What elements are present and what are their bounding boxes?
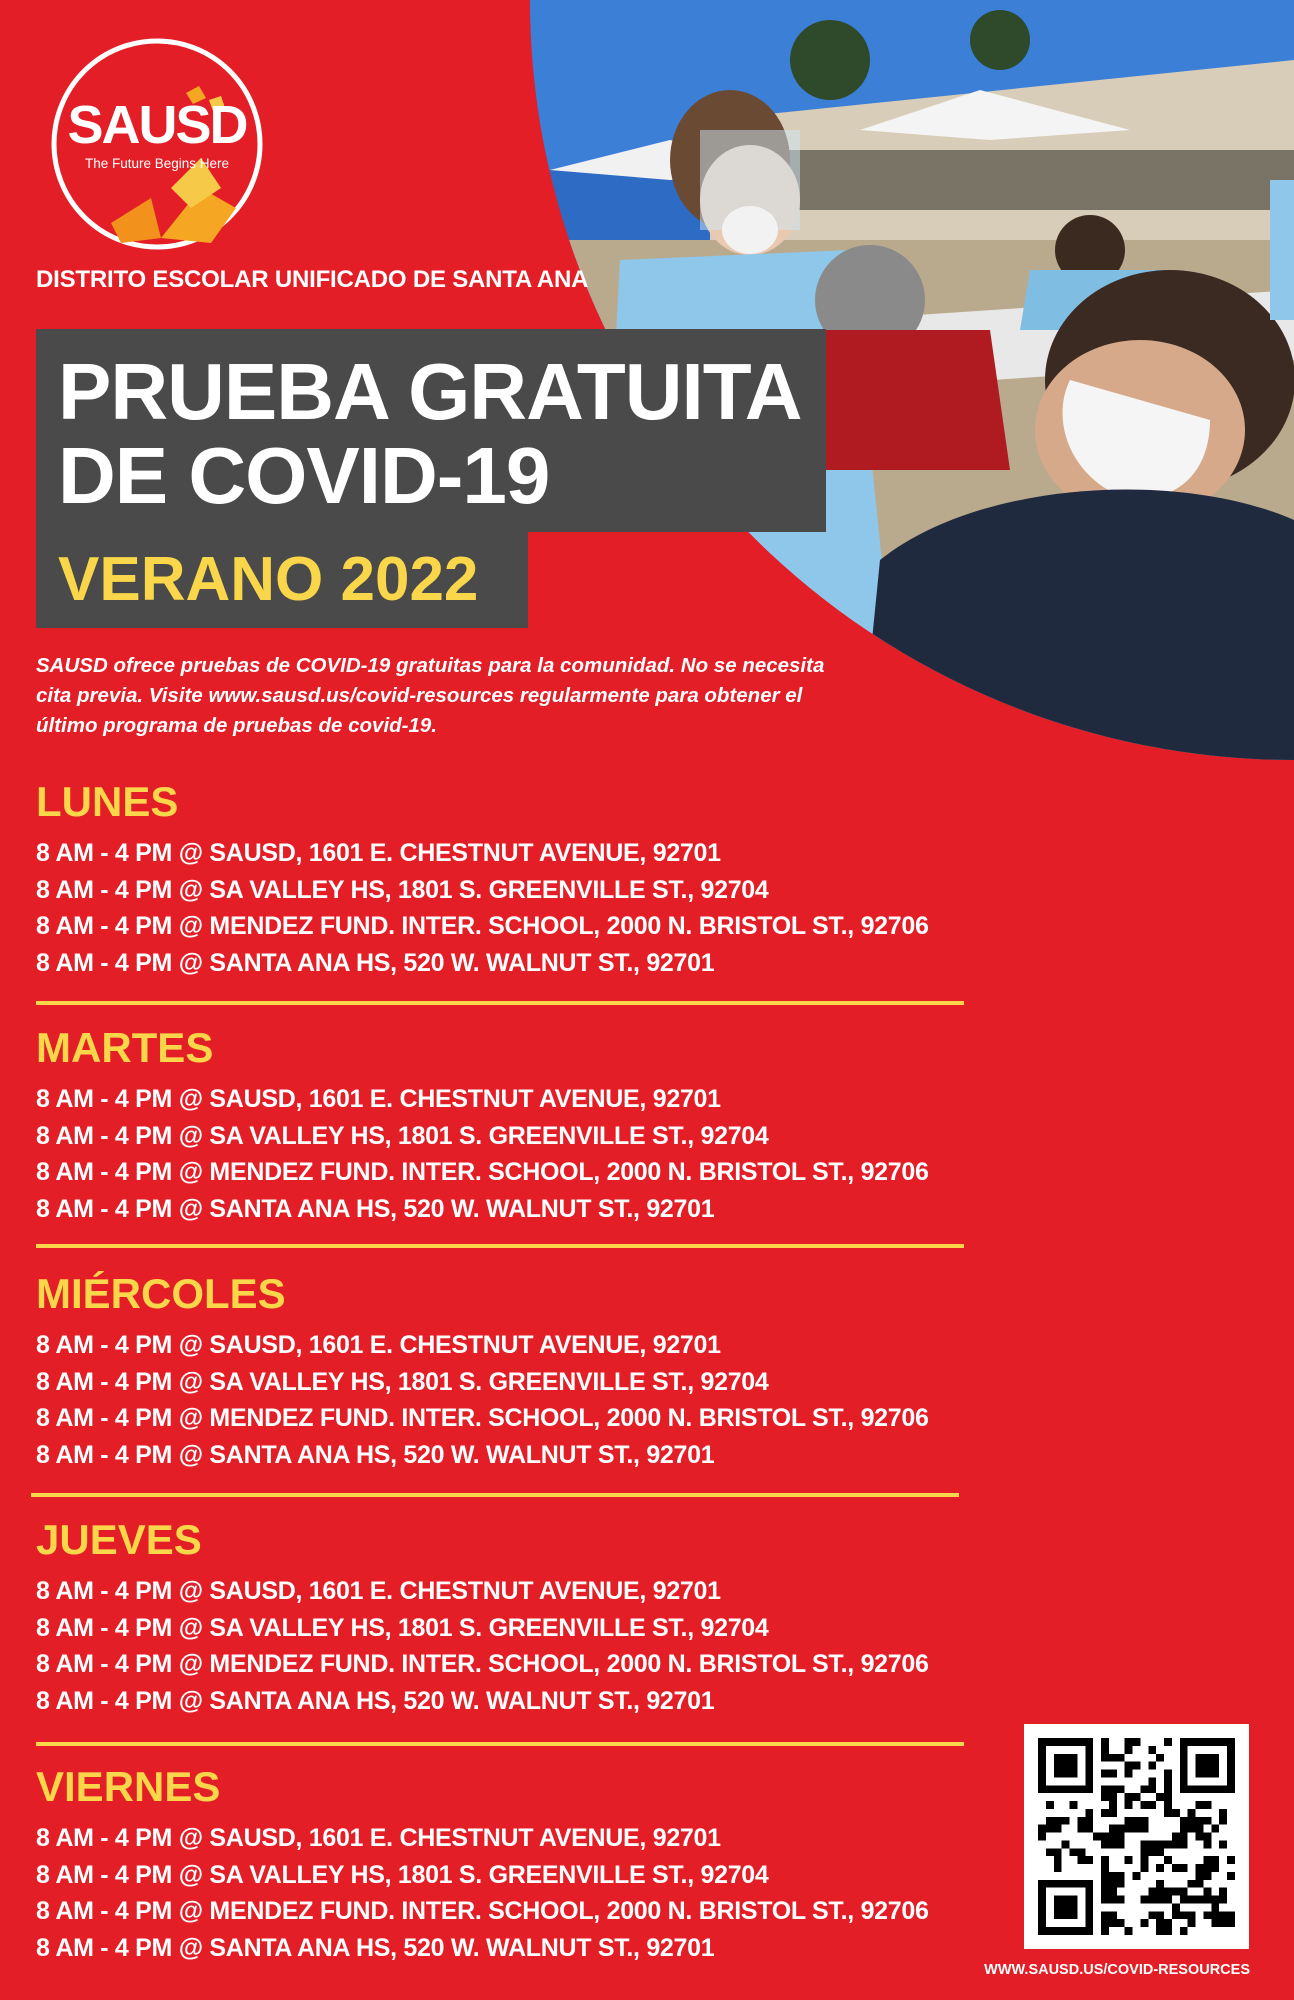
section-divider — [36, 1742, 964, 1746]
site-line: 8 AM - 4 PM @ SANTA ANA HS, 520 W. WALNUT ST., 92701 — [36, 1194, 715, 1223]
intro-text — [36, 651, 896, 741]
logo-tagline: The Future Begins Here — [84, 156, 230, 171]
site-line: 8 AM - 4 PM @ SA VALLEY HS, 1801 S. GREENVILLE ST., 92704 — [36, 1860, 769, 1889]
site-line: 8 AM - 4 PM @ SAUSD, 1601 E. CHESTNUT AVENUE, 92701 — [36, 1577, 721, 1605]
day-wednesday — [36, 1269, 1016, 1473]
day-monday — [36, 777, 1016, 981]
site-line: 8 AM - 4 PM @ SAUSD, 1601 E. CHESTNUT AVENUE, 92701 — [36, 1085, 721, 1113]
sausd-logo — [51, 38, 263, 250]
site-line: 8 AM - 4 PM @ MENDEZ FUND. INTER. SCHOOL, 2000 N. BRISTOL ST., 92706 — [36, 1650, 929, 1678]
site-line: 8 AM - 4 PM @ MENDEZ FUND. INTER. SCHOOL, 2000 N. BRISTOL ST., 92706 — [36, 1404, 929, 1432]
site-line: 8 AM - 4 PM @ SA VALLEY HS, 1801 S. GREENVILLE ST., 92704 — [36, 1613, 769, 1642]
district-name: DISTRITO ESCOLAR UNIFICADO DE SANTA ANA — [36, 266, 589, 293]
site-line: 8 AM - 4 PM @ MENDEZ FUND. INTER. SCHOOL, 2000 N. BRISTOL ST., 92706 — [36, 912, 929, 940]
site-line: 8 AM - 4 PM @ SANTA ANA HS, 520 W. WALNUT ST., 92701 — [36, 1440, 715, 1469]
site-line: 8 AM - 4 PM @ SANTA ANA HS, 520 W. WALNUT ST., 92701 — [36, 1933, 715, 1962]
website-url[interactable]: WWW.SAUSD.US/COVID-RESOURCES — [984, 1962, 1250, 1978]
day-heading: MIÉRCOLES — [36, 1270, 286, 1317]
site-line: 8 AM - 4 PM @ SAUSD, 1601 E. CHESTNUT AVENUE, 92701 — [36, 1331, 721, 1359]
title-line-1: PRUEBA GRATUITA — [58, 347, 802, 436]
day-tuesday — [36, 1023, 1016, 1227]
section-divider — [31, 1493, 959, 1497]
day-heading: JUEVES — [36, 1516, 202, 1563]
day-thursday — [36, 1515, 1016, 1719]
title-line-2: DE COVID-19 — [58, 431, 550, 520]
site-line: 8 AM - 4 PM @ SA VALLEY HS, 1801 S. GREENVILLE ST., 92704 — [36, 1121, 769, 1150]
site-line: 8 AM - 4 PM @ SANTA ANA HS, 520 W. WALNUT ST., 92701 — [36, 1686, 715, 1715]
section-divider — [36, 1244, 964, 1248]
site-line: 8 AM - 4 PM @ MENDEZ FUND. INTER. SCHOOL, 2000 N. BRISTOL ST., 92706 — [36, 1897, 929, 1925]
day-friday — [36, 1762, 1016, 1966]
site-line: 8 AM - 4 PM @ SANTA ANA HS, 520 W. WALNUT ST., 92701 — [36, 948, 715, 977]
site-line: 8 AM - 4 PM @ SA VALLEY HS, 1801 S. GREENVILLE ST., 92704 — [36, 1367, 769, 1396]
site-line: 8 AM - 4 PM @ SAUSD, 1601 E. CHESTNUT AVENUE, 92701 — [36, 1824, 721, 1852]
day-heading: LUNES — [36, 778, 179, 825]
site-line: 8 AM - 4 PM @ SA VALLEY HS, 1801 S. GREENVILLE ST., 92704 — [36, 875, 769, 904]
intro-line-1: SAUSD ofrece pruebas de COVID-19 gratuitas para la comunidad. No se necesita — [36, 654, 825, 677]
intro-line-3: último programa de pruebas de covid-19. — [36, 714, 437, 737]
season-subtitle: VERANO 2022 — [58, 545, 479, 614]
section-divider — [36, 1001, 964, 1005]
intro-line-2: cita previa. Visite www.sausd.us/covid-resources regularmente para obtener el — [36, 684, 803, 707]
qr-code-icon[interactable] — [1024, 1724, 1249, 1949]
site-line: 8 AM - 4 PM @ MENDEZ FUND. INTER. SCHOOL, 2000 N. BRISTOL ST., 92706 — [36, 1158, 929, 1186]
page-title — [58, 347, 802, 520]
site-line: 8 AM - 4 PM @ SAUSD, 1601 E. CHESTNUT AVENUE, 92701 — [36, 839, 721, 867]
logo-wordmark: SAUSD — [67, 95, 247, 155]
day-heading: MARTES — [36, 1024, 214, 1071]
day-heading: VIERNES — [36, 1763, 221, 1810]
